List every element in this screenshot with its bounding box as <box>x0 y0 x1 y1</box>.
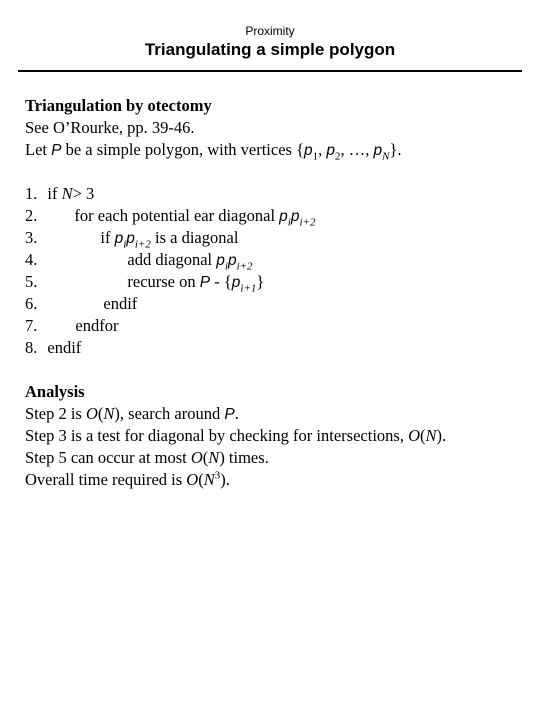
text: ). <box>220 470 230 489</box>
text: - { <box>210 272 232 291</box>
line-number: 3. <box>25 228 38 247</box>
algo-line-3 <box>25 227 530 249</box>
text: . <box>234 404 239 423</box>
var-N: N <box>425 426 437 445</box>
keyword: endfor <box>75 316 119 335</box>
text: Step 3 is a test for diagonal by checking for intersections, <box>25 426 409 445</box>
subscript: i+2 <box>236 260 253 273</box>
subscript: 2 <box>335 150 341 163</box>
text: for each potential ear diagonal <box>74 206 280 225</box>
algo-line-1 <box>25 183 530 205</box>
analysis-overall: Overall time required is $O(N^3)$. <box>25 469 230 489</box>
intro-heading: Triangulation by otectomy <box>25 96 212 115</box>
text: Let <box>25 140 52 159</box>
text: Step 2 is <box>25 404 86 423</box>
algo-line-6 <box>25 293 530 315</box>
text: > 3 <box>72 184 95 203</box>
text: if <box>100 228 115 247</box>
var-P: P <box>51 142 62 159</box>
var-O: O <box>186 470 199 489</box>
subscript: i <box>224 260 228 273</box>
intro-reference: See O’Rourke, pp. 39-46. <box>25 118 195 137</box>
text: , …, <box>340 140 374 159</box>
page-title: Triangulating a simple polygon <box>144 40 396 59</box>
var-O: O <box>190 448 203 467</box>
text: is a diagonal <box>150 228 239 247</box>
text: recurse on <box>127 272 200 291</box>
text: ), search around <box>114 404 225 423</box>
text: ). <box>436 426 447 445</box>
var-p: p <box>373 142 383 159</box>
algo-line-4 <box>25 249 530 271</box>
text: }. <box>389 140 402 159</box>
intro-definition <box>25 139 530 161</box>
var-N: N <box>103 404 115 423</box>
var-p: p <box>279 208 288 225</box>
var-p: p <box>114 230 124 247</box>
text: add diagonal <box>127 250 217 269</box>
algo-line-2 <box>25 205 530 227</box>
line-number: 5. <box>25 272 38 291</box>
text: Overall time required is <box>25 470 187 489</box>
var-p: p <box>231 274 241 291</box>
line-number: 4. <box>25 250 38 269</box>
text: be a simple polygon, with vertices { <box>61 140 305 159</box>
spacer <box>25 359 530 381</box>
var-N: N <box>203 470 215 489</box>
analysis-step3: Step 3 is a test for diagonal by checking for intersections, O(N). <box>25 426 447 445</box>
subscript: i+2 <box>134 238 151 251</box>
line-number: 2. <box>25 206 38 225</box>
text: } <box>256 272 265 291</box>
topic-header: Proximity <box>245 24 295 38</box>
var-p: p <box>227 252 237 269</box>
var-N: N <box>61 184 73 203</box>
text: ) times. <box>219 448 269 467</box>
subscript: i+2 <box>299 216 316 229</box>
line-number: 1. <box>25 184 38 203</box>
var-p: p <box>216 252 225 269</box>
var-O: O <box>408 426 420 445</box>
algo-line-8 <box>25 337 530 359</box>
subscript: i <box>123 238 127 251</box>
var-N: N <box>208 448 220 467</box>
algo-line-7 <box>25 315 530 337</box>
subscript: i+1 <box>240 282 257 295</box>
line-number: 7. <box>25 316 38 335</box>
title-divider <box>18 70 522 72</box>
var-p: p <box>304 142 313 159</box>
keyword: if <box>47 184 62 203</box>
var-p: p <box>290 208 300 225</box>
algo-line-5 <box>25 271 530 293</box>
line-number: 6. <box>25 294 38 313</box>
superscript: 3 <box>214 469 221 482</box>
text: Step 5 can occur at most <box>25 448 191 467</box>
analysis-heading: Analysis <box>25 382 85 401</box>
var-P: P <box>224 406 235 423</box>
subscript: i <box>287 216 291 229</box>
var-p: p <box>326 142 336 159</box>
var-P: P <box>199 274 211 291</box>
var-O: O <box>85 404 98 423</box>
analysis-step2: Step 2 is O(N), search around P. <box>25 404 239 423</box>
subscript: 1 <box>312 150 319 163</box>
slide-body <box>25 95 530 491</box>
analysis-step5: Step 5 can occur at most O(N) times. <box>25 448 269 467</box>
subscript: N <box>382 150 390 163</box>
var-p: p <box>126 230 135 247</box>
text: , <box>318 140 327 159</box>
line-number: 8. <box>25 338 38 357</box>
keyword: endif <box>103 294 138 313</box>
keyword: endif <box>47 338 82 357</box>
spacer <box>25 161 530 183</box>
